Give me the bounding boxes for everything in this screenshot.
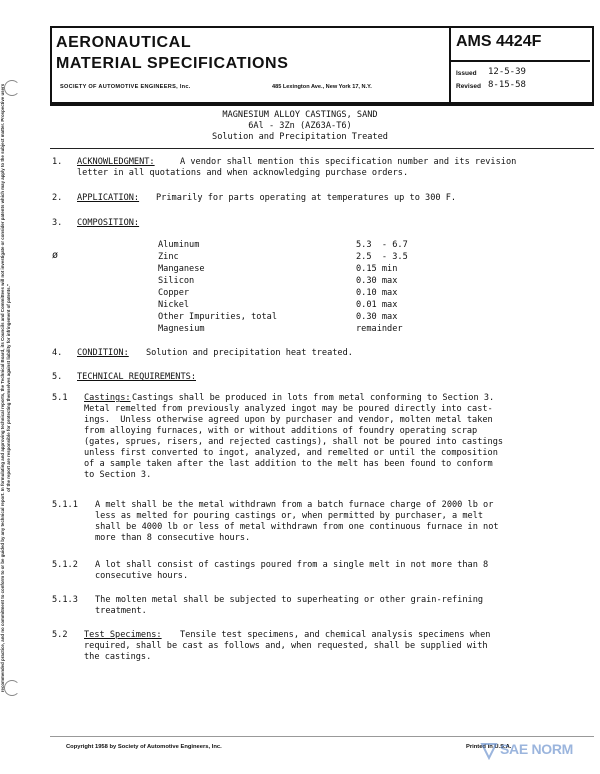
watermark-emblem-icon (480, 740, 498, 760)
section-5-1-line: to Section 3. (84, 470, 152, 480)
section-5-2-line2: required, shall be cast as follows and, when requested, shall be supplied with (84, 641, 488, 651)
section-5-1-1-line: more than 8 consecutive hours. (95, 533, 251, 543)
section-5-1-3-number: 5.1.3 (52, 595, 78, 605)
footer-printed: Printed in U.S.A. (466, 744, 512, 750)
composition-value: 0.30 max (356, 276, 398, 286)
title-rule (50, 148, 594, 149)
section-5-1-line: from alloying furnaces, with or without additions of foundry operating scrap (84, 426, 478, 436)
header-title-line2: MATERIAL SPECIFICATIONS (56, 55, 289, 72)
watermark-logo (480, 738, 590, 768)
section-5-1-3-line: treatment. (95, 606, 147, 616)
section-5-1-2-line: consecutive hours. (95, 571, 189, 581)
section-5-1-3-line: The molten metal shall be subjected to superheating or other grain-refining (95, 595, 484, 605)
side-disclaimer-text: recommended practice, and no commitment to conform to or be guided by any technical report. In formulating and approving technical reports, the Technical Board, its Councils and Committees will not investigate or consider patents which may apply to the subject matter. Prospective users of the report are responsible for protecting themselves against liability for infringement of patents." (0, 83, 11, 693)
composition-value: 0.30 max (356, 312, 398, 322)
header-title-line1: AERONAUTICAL (56, 34, 192, 51)
section-5-number: 5. (52, 372, 63, 382)
section-5-1-1-line: shall be 4000 lb or less of metal withdrawn from one continuous furnace in not (95, 522, 499, 532)
change-mark: ø (52, 250, 59, 261)
composition-value: 0.10 max (356, 288, 398, 298)
composition-value: 2.5 - 3.5 (356, 252, 408, 262)
section-5-1-line: of a sample taken after the last addition to the melt has been found to conform (84, 459, 493, 469)
society-address: 485 Lexington Ave., New York 17, N.Y. (272, 84, 372, 90)
composition-element: Aluminum (158, 240, 200, 250)
section-5-2-number: 5.2 (52, 630, 68, 640)
section-5-heading: TECHNICAL REQUIREMENTS: (77, 372, 196, 382)
composition-element: Other Impurities, total (158, 312, 277, 322)
header-bottom-rule (50, 102, 594, 104)
section-1-line2: letter in all quotations and when acknowledging purchase orders. (77, 168, 409, 178)
issued-date: 12-5-39 (488, 67, 526, 77)
section-1-line1: A vendor shall mention this specification number and its revision (180, 157, 517, 167)
spec-title-line2: 6Al - 3Zn (AZ63A-T6) (248, 121, 352, 131)
section-3-number: 3. (52, 218, 63, 228)
section-5-1-1-number: 5.1.1 (52, 500, 78, 510)
revised-date: 8-15-58 (488, 80, 526, 90)
side-disclaimer (0, 82, 30, 694)
punch-hole-top (4, 80, 20, 96)
section-5-1-line: unless first converted to ingot, analyzed, and remelted or until the composition (84, 448, 498, 458)
spec-title-line1: MAGNESIUM ALLOY CASTINGS, SAND (222, 110, 378, 120)
section-5-1-2-number: 5.1.2 (52, 560, 78, 570)
composition-element: Zinc (158, 252, 179, 262)
spec-title-line3: Solution and Precipitation Treated (212, 132, 388, 142)
section-4-number: 4. (52, 348, 63, 358)
punch-hole-bottom (4, 680, 20, 696)
composition-value: 5.3 - 6.7 (356, 240, 408, 250)
society-name: SOCIETY OF AUTOMOTIVE ENGINEERS, Inc. (60, 84, 191, 90)
section-5-1-line: ings. Unless otherwise agreed upon by purchaser and vendor, molten metal taken (84, 415, 493, 425)
section-5-2-heading: Test Specimens: (84, 630, 162, 640)
composition-element: Manganese (158, 264, 205, 274)
composition-value: 0.15 min (356, 264, 398, 274)
footer-rule (50, 736, 594, 737)
section-5-1-1-line: less as melted for pouring castings or, when permitted by purchaser, a melt (95, 511, 484, 521)
watermark-text: SAE NORM (500, 741, 574, 757)
section-5-2-line3: the castings. (84, 652, 152, 662)
issued-label: Issued (456, 70, 477, 77)
revised-label: Revised (456, 83, 481, 90)
section-4-text: Solution and precipitation heat treated. (146, 348, 353, 358)
composition-element: Copper (158, 288, 190, 298)
section-5-1-number: 5.1 (52, 393, 68, 403)
composition-value: remainder (356, 324, 403, 334)
section-2-text: Primarily for parts operating at temperatures up to 300 F. (156, 193, 457, 203)
section-5-1-1-line: A melt shall be the metal withdrawn from a batch furnace charge of 2000 lb or (95, 500, 494, 510)
section-5-1-line: (gates, sprues, risers, and rejected castings), shall not be poured into castings (84, 437, 504, 447)
section-1-heading: ACKNOWLEDGMENT: (77, 157, 155, 167)
section-2-number: 2. (52, 193, 63, 203)
section-3-heading: COMPOSITION: (77, 218, 140, 228)
section-5-1-2-line: A lot shall consist of castings poured from a single melt in not more than 8 (95, 560, 489, 570)
composition-element: Nickel (158, 300, 190, 310)
section-5-1-line: Castings shall be produced in lots from metal conforming to Section 3. (132, 393, 495, 403)
composition-value: 0.01 max (356, 300, 398, 310)
section-5-2-line1: Tensile test specimens, and chemical analysis specimens when (180, 630, 491, 640)
composition-element: Magnesium (158, 324, 205, 334)
section-5-1-heading: Castings: (84, 393, 131, 403)
ams-number: AMS 4424F (456, 33, 542, 50)
section-5-1-line: Metal remelted from previously analyzed ingot may be poured directly into cast- (84, 404, 493, 414)
section-2-heading: APPLICATION: (77, 193, 140, 203)
section-1-number: 1. (52, 157, 63, 167)
composition-element: Silicon (158, 276, 195, 286)
section-4-heading: CONDITION: (77, 348, 129, 358)
footer-copyright: Copyright 1958 by Society of Automotive Engineers, Inc. (66, 744, 222, 750)
